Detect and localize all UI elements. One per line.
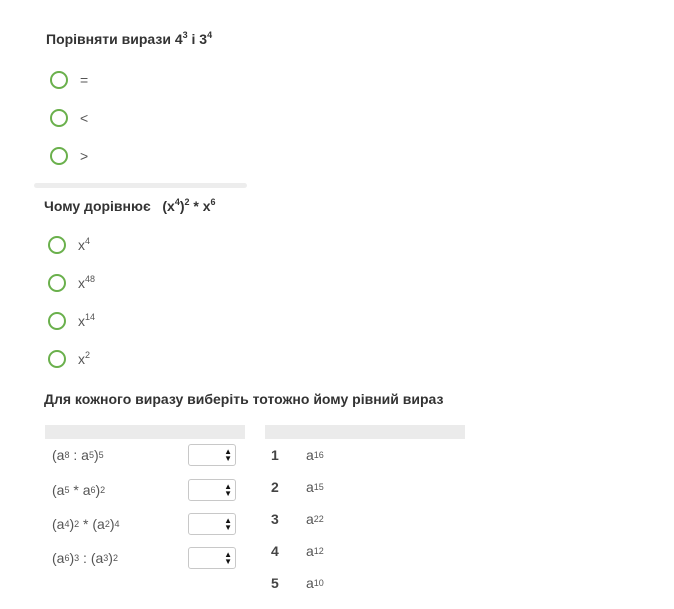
select-arrows-icon: ▲ ▼ <box>224 447 232 463</box>
question-3-title: Для кожного виразу виберіть тотожно йому рівний вираз <box>44 391 444 407</box>
answer-number-1: 1 <box>271 447 279 463</box>
select-arrows-icon: ▲ ▼ <box>224 482 232 498</box>
q2-title-mid: * x <box>189 198 211 214</box>
q2-option-3[interactable] <box>48 310 95 332</box>
select-arrows-icon: ▲ ▼ <box>224 516 232 532</box>
q2-title-text: Чому дорівнює (x <box>44 198 175 214</box>
option-label: < <box>80 110 89 126</box>
q1-option-greater[interactable] <box>50 145 88 167</box>
left-column-header <box>45 425 245 439</box>
answer-value-1: a 16 <box>306 447 324 463</box>
answer-value-2: a 15 <box>306 479 324 495</box>
answer-number-4: 4 <box>271 543 279 559</box>
q1-option-less[interactable] <box>50 107 88 129</box>
option-label: = <box>80 72 89 88</box>
match-expression-3: (a 4 ) 2 * (a 2 ) 4 <box>52 516 120 532</box>
answer-value-5: a 10 <box>306 575 324 591</box>
match-expression-4: (a 6 ) 3 : (a 3 ) 2 <box>52 550 118 566</box>
match-expression-1: (a 8 : a 5 ) 5 <box>52 447 104 463</box>
q1-title-mid: і 3 <box>187 31 208 47</box>
question-divider <box>34 183 247 188</box>
match-select-2[interactable] <box>188 479 236 501</box>
q2-title-paren: ) <box>179 198 185 214</box>
select-arrows-icon: ▲ ▼ <box>224 550 232 566</box>
answer-number-3: 3 <box>271 511 279 527</box>
answer-number-5: 5 <box>271 575 279 591</box>
q2-title-exponent-2: 2 <box>184 197 190 207</box>
q2-option-4[interactable] <box>48 348 90 370</box>
q2-option-1[interactable] <box>48 234 90 256</box>
match-select-3[interactable] <box>188 513 236 535</box>
question-2-title <box>44 198 216 214</box>
radio-button[interactable] <box>50 147 68 165</box>
option-label: $x^4$ <box>78 236 91 253</box>
q2-option-2[interactable] <box>48 272 95 294</box>
q1-option-equal[interactable] <box>50 69 88 91</box>
match-expression-2: (a 5 * a 6 ) 2 <box>52 482 106 498</box>
question-1-title <box>46 31 212 47</box>
radio-button[interactable] <box>48 236 66 254</box>
option-label: $x^{48}$ <box>78 274 96 291</box>
q2-title-exponent-3: 6 <box>210 197 216 207</box>
answer-number-2: 2 <box>271 479 279 495</box>
q1-title-text: Порівняти вирази 4 <box>46 31 183 47</box>
q2-title-exponent-1: 4 <box>174 197 180 207</box>
radio-button[interactable] <box>48 312 66 330</box>
option-label: $x^2$ <box>78 350 91 367</box>
option-label: > <box>80 148 89 164</box>
match-select-4[interactable] <box>188 547 236 569</box>
right-column-header <box>265 425 465 439</box>
answer-value-3: a 22 <box>306 511 324 527</box>
q1-title-exponent-1: 3 <box>182 30 188 40</box>
answer-value-4: a 12 <box>306 543 324 559</box>
radio-button[interactable] <box>50 71 68 89</box>
match-select-1[interactable] <box>188 444 236 466</box>
radio-button[interactable] <box>48 350 66 368</box>
option-label: $x^{14}$ <box>78 312 96 329</box>
q1-title-exponent-2: 4 <box>207 30 213 40</box>
radio-button[interactable] <box>50 109 68 127</box>
radio-button[interactable] <box>48 274 66 292</box>
